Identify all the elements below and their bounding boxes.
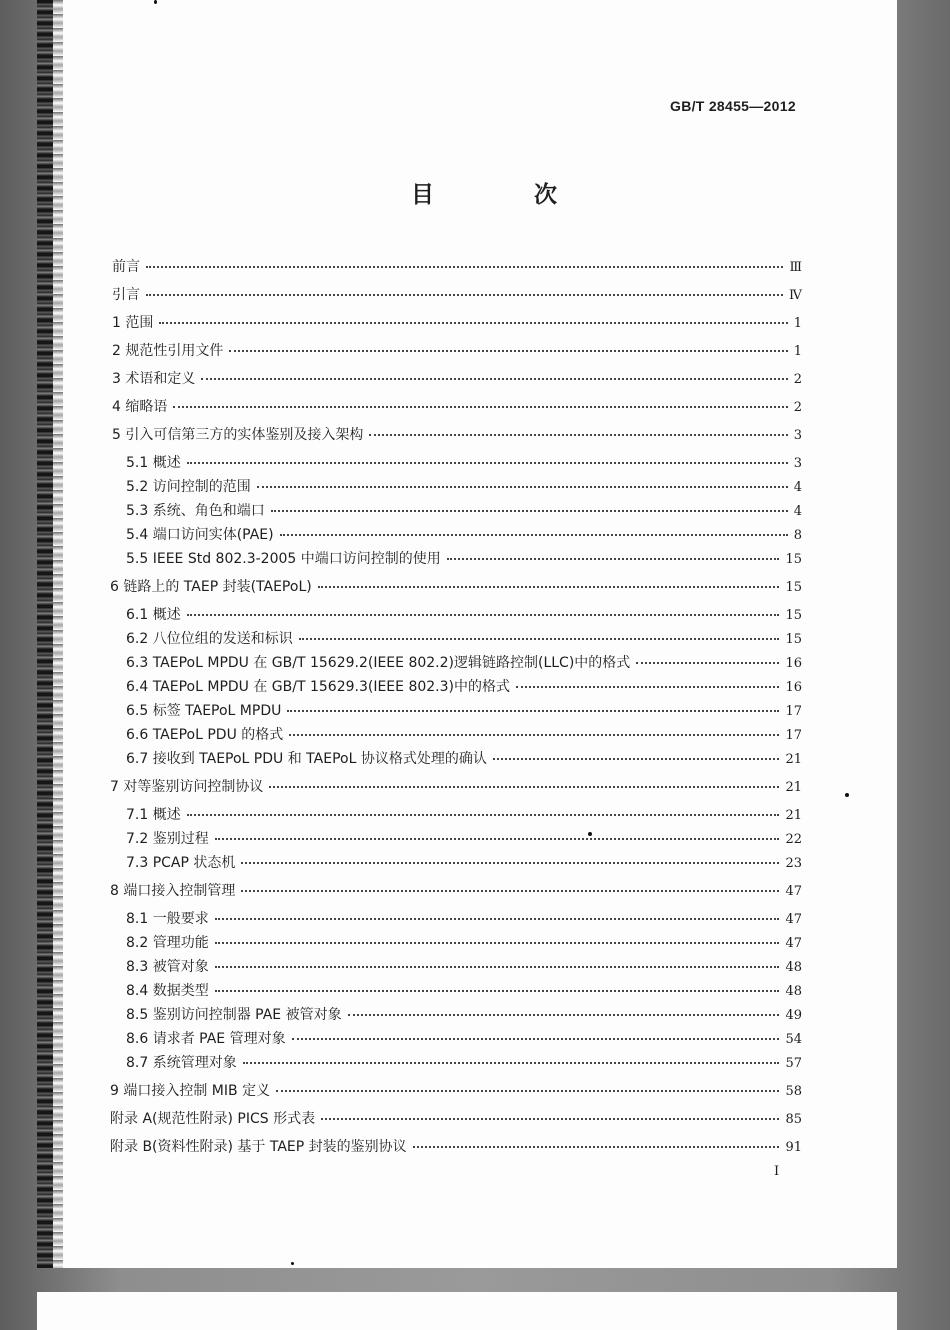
toc-entry-page: 17 (785, 728, 802, 743)
leader-dots (146, 266, 783, 268)
toc-entry-label: 6.5 标签 TAEPoL MPDU (126, 703, 282, 719)
toc-entry-page: 16 (785, 656, 802, 671)
leader-dots (159, 322, 787, 324)
toc-entry-label: 6.3 TAEPoL MPDU 在 GB/T 15629.2(IEEE 802.2)逻辑链路控制(LLC)中的格式 (126, 655, 631, 671)
toc-entry-label: 5.4 端口访问实体(PAE) (126, 527, 274, 543)
leader-dots (187, 614, 780, 616)
scan-speck (154, 0, 157, 4)
next-page-edge (37, 1292, 897, 1330)
leader-dots (229, 350, 787, 352)
toc-entry[interactable] (126, 1004, 802, 1024)
toc-entry-label: 引言 (112, 287, 140, 303)
leader-dots (215, 990, 780, 992)
toc-entry-label: 9 端口接入控制 MIB 定义 (110, 1083, 271, 1099)
toc-entry-page: 15 (785, 608, 802, 623)
toc-title: 目 次 (411, 182, 604, 208)
toc-entry-label: 5 引入可信第三方的实体鉴别及接入架构 (112, 427, 364, 443)
toc-entry-page: 4 (793, 480, 802, 495)
toc-entry[interactable] (126, 804, 802, 824)
toc-entry[interactable] (112, 424, 802, 444)
toc-entry-label: 附录 A(规范性附录) PICS 形式表 (110, 1111, 316, 1127)
leader-dots (215, 942, 780, 944)
leader-dots (271, 510, 788, 512)
toc-entry-page: 47 (785, 912, 802, 927)
toc-entry-label: 8.3 被管对象 (126, 959, 209, 975)
toc-entry-page: 47 (785, 936, 802, 951)
leader-dots (447, 558, 780, 560)
toc-entry[interactable] (126, 1028, 802, 1048)
toc-entry[interactable] (126, 724, 802, 744)
toc-entry-page: 58 (785, 1084, 802, 1099)
toc-entry-page: 1 (793, 316, 802, 331)
scan-shadow-fade (53, 0, 63, 1268)
toc-entry-page: 91 (785, 1140, 802, 1155)
toc-entry-label: 8.7 系统管理对象 (126, 1055, 237, 1071)
toc-entry-page: 3 (793, 428, 802, 443)
toc-entry-page: 22 (785, 832, 802, 847)
toc-entry-page: 48 (785, 984, 802, 999)
scan-shadow-edge (37, 0, 53, 1268)
leader-dots (146, 294, 783, 296)
toc-entry[interactable] (110, 576, 802, 596)
toc-entry-label: 附录 B(资料性附录) 基于 TAEP 封装的鉴别协议 (110, 1139, 407, 1155)
page-folio: I (774, 1164, 780, 1179)
toc-entry-page: Ⅲ (789, 260, 802, 275)
leader-dots (280, 534, 788, 536)
toc-entry-page: 1 (793, 344, 802, 359)
leader-dots (187, 462, 788, 464)
toc-entry-label: 6.6 TAEPoL PDU 的格式 (126, 727, 284, 743)
leader-dots (201, 378, 787, 380)
leader-dots (369, 434, 787, 436)
scan-speck (291, 1262, 294, 1265)
toc-entry[interactable] (126, 476, 802, 496)
toc-entry[interactable] (126, 980, 802, 1000)
toc-entry-label: 8.5 鉴别访问控制器 PAE 被管对象 (126, 1007, 342, 1023)
toc-entry-label: 7.1 概述 (126, 807, 181, 823)
leader-dots (318, 586, 780, 588)
toc-entry[interactable] (126, 700, 802, 720)
toc-entry-page: 85 (785, 1112, 802, 1127)
toc-entry-label: 4 缩略语 (112, 399, 168, 415)
leader-dots (516, 686, 779, 688)
toc-entry-page: 23 (785, 856, 802, 871)
toc-entry[interactable] (112, 396, 802, 416)
toc-entry-label: 5.2 访问控制的范围 (126, 479, 251, 495)
toc-entry-label: 2 规范性引用文件 (112, 343, 224, 359)
toc-entry-page: 49 (785, 1008, 802, 1023)
scan-speck (845, 793, 849, 797)
toc-entry-page: 4 (793, 504, 802, 519)
toc-entry-page: 2 (793, 400, 802, 415)
toc-entry-page: 15 (785, 552, 802, 567)
toc-entry[interactable] (112, 284, 802, 304)
toc-entry-page: 54 (785, 1032, 802, 1047)
standard-number: GB/T 28455—2012 (670, 98, 796, 114)
toc-entry-page: 57 (785, 1056, 802, 1071)
toc-entry[interactable] (126, 676, 802, 696)
toc-entry-label: 5.1 概述 (126, 455, 181, 471)
toc-entry[interactable] (110, 1108, 802, 1128)
toc-entry-label: 8.6 请求者 PAE 管理对象 (126, 1031, 286, 1047)
toc-entry[interactable] (112, 256, 802, 276)
toc-entry[interactable] (126, 500, 802, 520)
toc-entry[interactable] (110, 880, 802, 900)
toc-entry[interactable] (126, 828, 802, 848)
toc-entry-page: 15 (785, 632, 802, 647)
toc-entry[interactable] (126, 908, 802, 928)
toc-entry[interactable] (126, 548, 802, 568)
leader-dots (292, 1038, 780, 1040)
toc-entry[interactable] (112, 340, 802, 360)
toc-entry-label: 1 范围 (112, 315, 154, 331)
toc-entry[interactable] (126, 652, 802, 672)
toc-entry[interactable] (112, 368, 802, 388)
leader-dots (215, 918, 780, 920)
toc-entry-page: 15 (785, 580, 802, 595)
leader-dots (241, 862, 779, 864)
toc-entry-label: 5.5 IEEE Std 802.3-2005 中端口访问控制的使用 (126, 551, 441, 567)
toc-entry[interactable] (126, 628, 802, 648)
toc-entry[interactable] (112, 312, 802, 332)
leader-dots (299, 638, 780, 640)
toc-entry-label: 8.1 一般要求 (126, 911, 209, 927)
toc-entry[interactable] (126, 956, 802, 976)
leader-dots (257, 486, 788, 488)
leader-dots (276, 1090, 779, 1092)
toc-entry[interactable] (110, 776, 802, 796)
toc-entry-label: 6.7 接收到 TAEPoL PDU 和 TAEPoL 协议格式处理的确认 (126, 751, 487, 767)
toc-entry[interactable] (126, 1052, 802, 1072)
toc-entry[interactable] (126, 852, 802, 872)
toc-entry-page: Ⅳ (789, 288, 802, 303)
toc-entry-label: 5.3 系统、角色和端口 (126, 503, 265, 519)
toc-entry[interactable] (126, 748, 802, 768)
leader-dots (636, 662, 779, 664)
toc-entry[interactable] (126, 604, 802, 624)
toc-entry-label: 6 链路上的 TAEP 封装(TAEPoL) (110, 579, 312, 595)
toc-entry-page: 2 (793, 372, 802, 387)
toc-entry[interactable] (110, 1136, 802, 1156)
toc-entry-page: 21 (785, 780, 802, 795)
leader-dots (348, 1014, 780, 1016)
leader-dots (241, 890, 779, 892)
document-page (37, 0, 897, 1268)
leader-dots (289, 734, 779, 736)
toc-entry[interactable] (126, 932, 802, 952)
toc-entry-label: 3 术语和定义 (112, 371, 196, 387)
scan-speck (588, 832, 592, 836)
toc-entry-label: 8.2 管理功能 (126, 935, 209, 951)
toc-entry-label: 前言 (112, 259, 140, 275)
leader-dots (287, 710, 779, 712)
toc-entry-label: 8 端口接入控制管理 (110, 883, 236, 899)
leader-dots (215, 966, 780, 968)
leader-dots (321, 1118, 779, 1120)
toc-entry-label: 6.1 概述 (126, 607, 181, 623)
leader-dots (215, 838, 780, 840)
toc-entry-page: 21 (785, 808, 802, 823)
toc-entry-page: 48 (785, 960, 802, 975)
toc-entry[interactable] (110, 1080, 802, 1100)
toc-entry-label: 7.2 鉴别过程 (126, 831, 209, 847)
toc-entry-page: 17 (785, 704, 802, 719)
leader-dots (187, 814, 780, 816)
toc-entry-label: 7 对等鉴别访问控制协议 (110, 779, 264, 795)
toc-entry-label: 8.4 数据类型 (126, 983, 209, 999)
toc-entry[interactable] (126, 524, 802, 544)
toc-entry[interactable] (126, 452, 802, 472)
toc-entry-label: 6.2 八位位组的发送和标识 (126, 631, 293, 647)
toc-entry-page: 16 (785, 680, 802, 695)
toc-entry-page: 21 (785, 752, 802, 767)
toc-entry-label: 6.4 TAEPoL MPDU 在 GB/T 15629.3(IEEE 802.3)中的格式 (126, 679, 510, 695)
leader-dots (413, 1146, 780, 1148)
leader-dots (269, 786, 779, 788)
leader-dots (493, 758, 780, 760)
toc-entry-page: 3 (793, 456, 802, 471)
toc-entry-page: 47 (785, 884, 802, 899)
leader-dots (243, 1062, 780, 1064)
toc-entry-label: 7.3 PCAP 状态机 (126, 855, 236, 871)
leader-dots (173, 406, 787, 408)
toc-entry-page: 8 (793, 528, 802, 543)
